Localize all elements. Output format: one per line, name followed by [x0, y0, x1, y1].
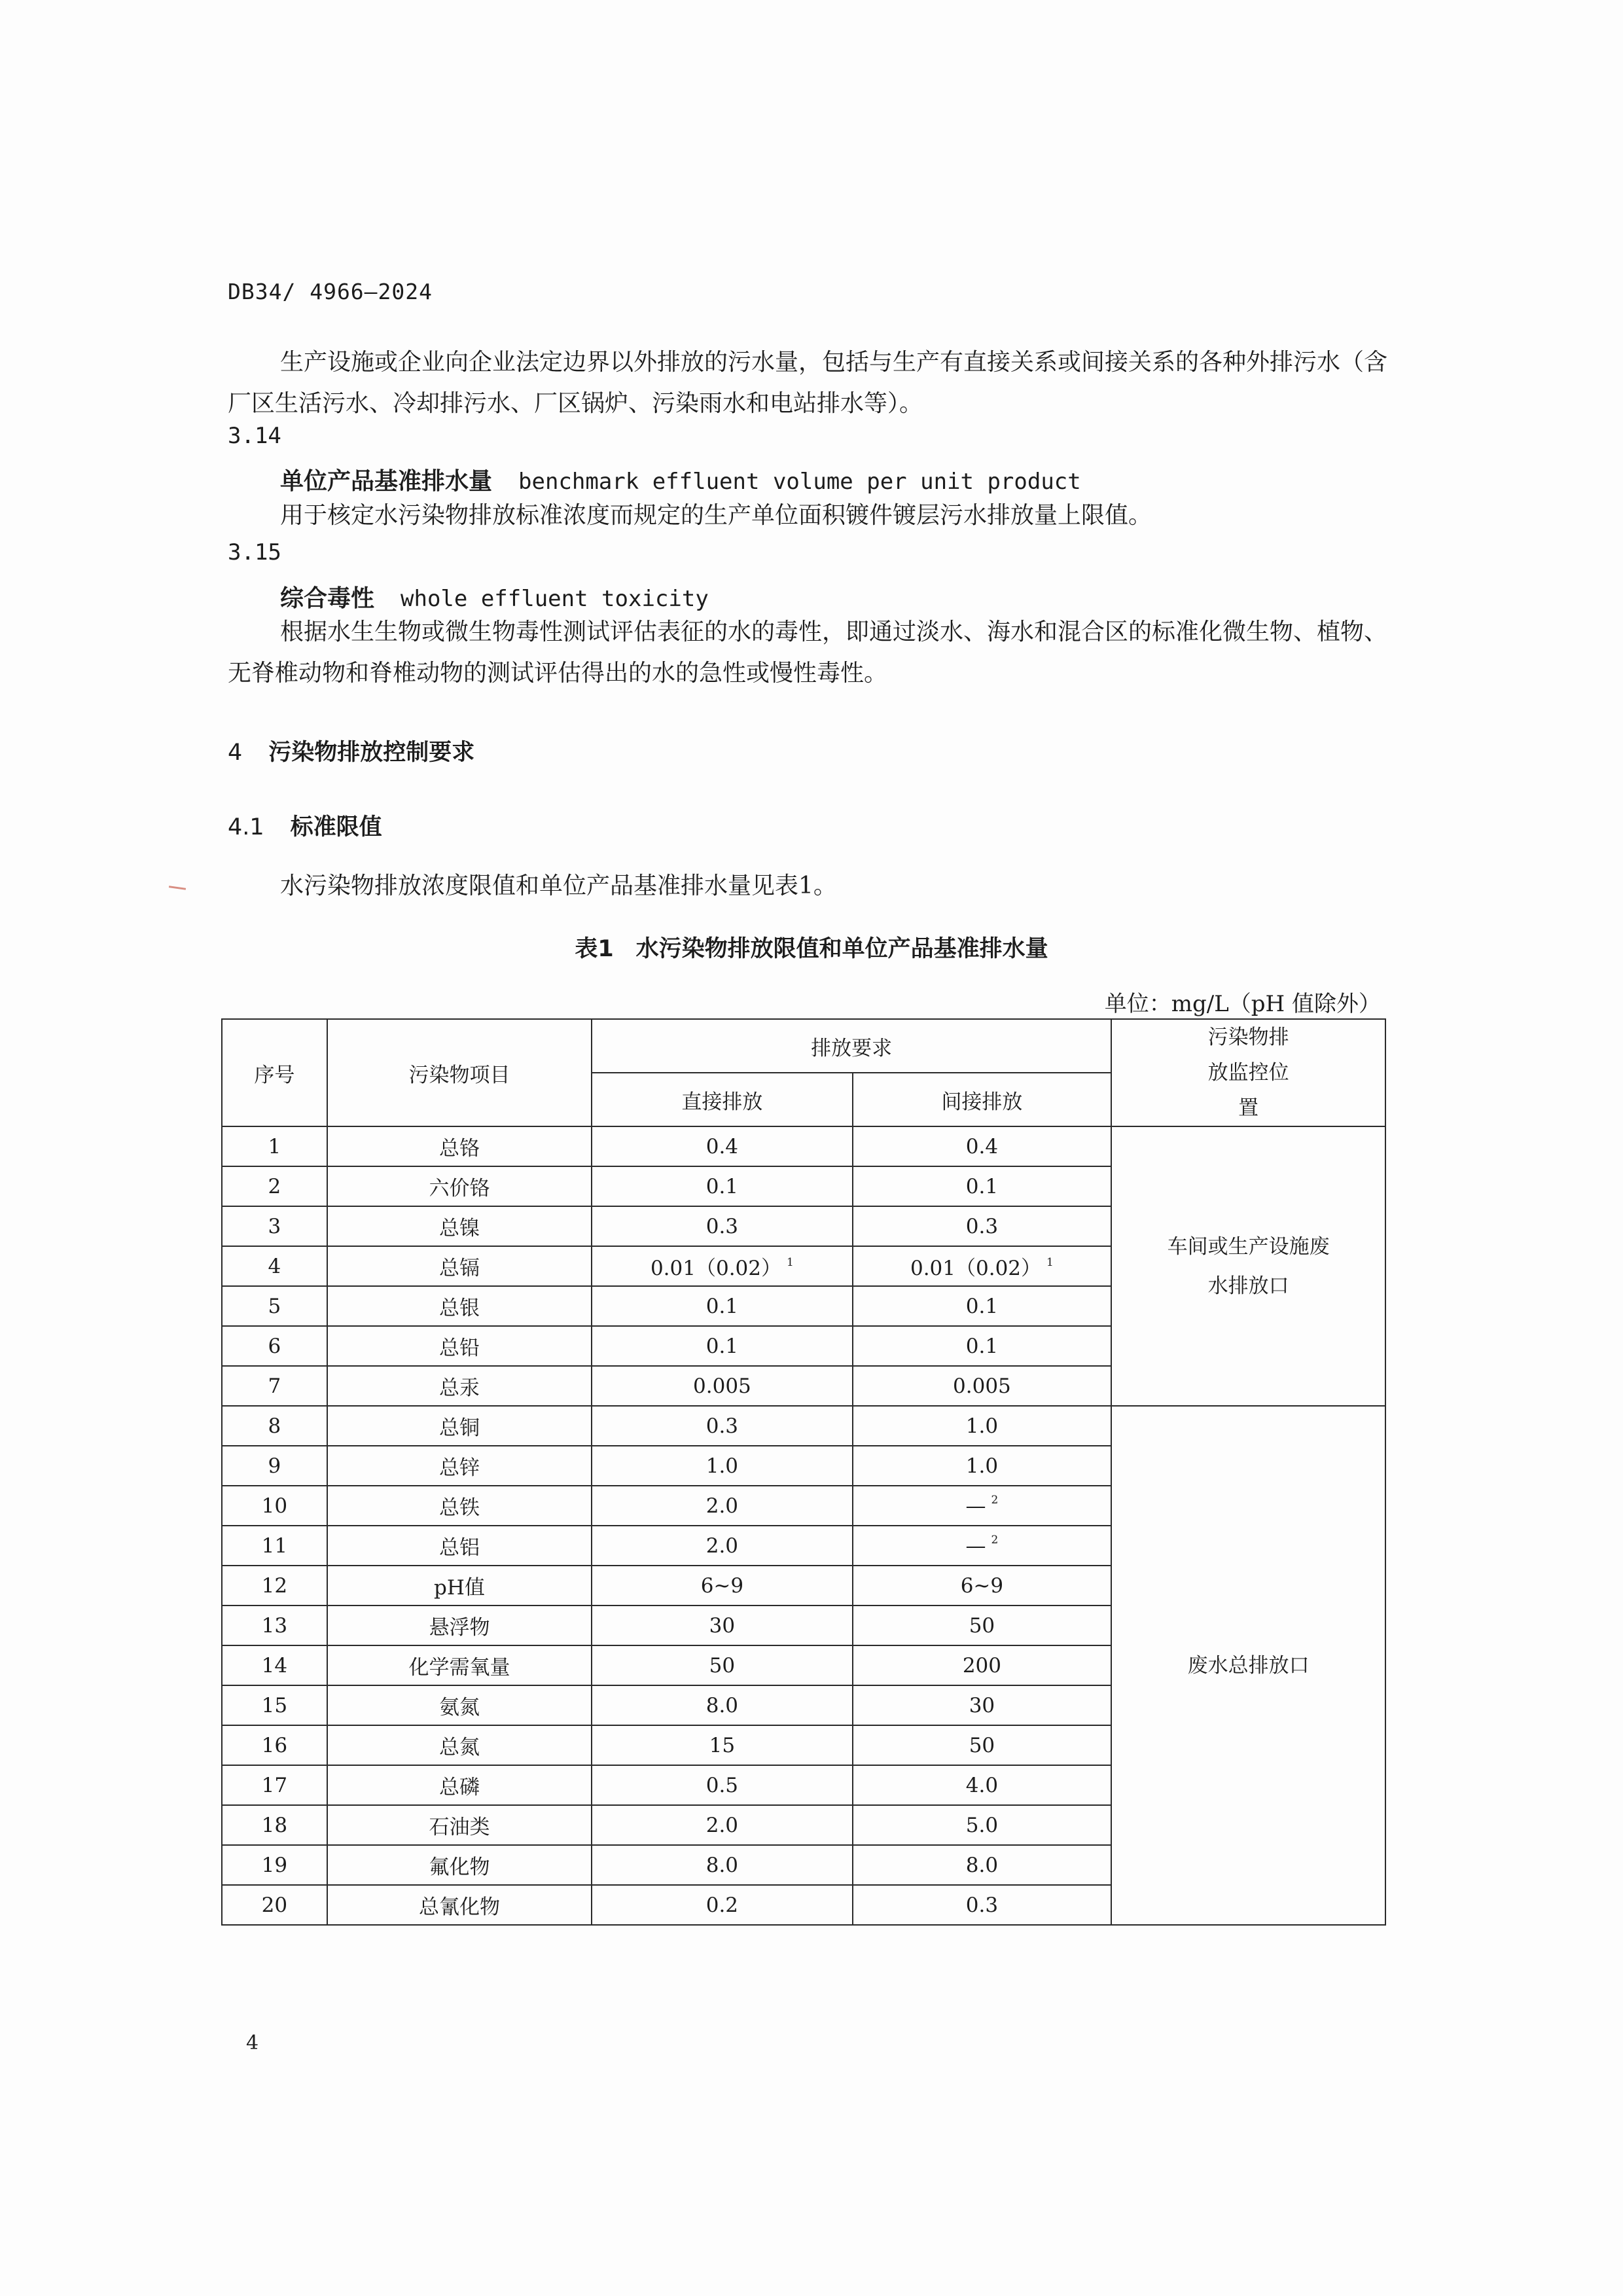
cell-indirect: 50 [853, 1725, 1112, 1765]
cell-direct: 2.0 [592, 1526, 853, 1566]
term-definition: 用于核定水污染物排放标准浓度而规定的生产单位面积镀件镀层污水排放量上限值。 [280, 502, 1152, 529]
cell-item: 总银 [327, 1286, 592, 1326]
cell-indirect: 1.0 [853, 1406, 1112, 1446]
cell-seq: 8 [222, 1406, 327, 1446]
term-zh: 单位产品基准排水量 [280, 468, 493, 495]
cell-seq: 1 [222, 1126, 327, 1166]
cell-indirect: 200 [853, 1645, 1112, 1685]
cell-item: 总镉 [327, 1246, 592, 1286]
cell-seq: 5 [222, 1286, 327, 1326]
term-number: 3.15 [228, 539, 281, 565]
cell-indirect: 0.3 [853, 1206, 1112, 1246]
cell-item: pH值 [327, 1566, 592, 1605]
table-row [222, 1126, 1385, 1166]
cell-direct: 0.3 [592, 1206, 853, 1246]
cell-seq: 18 [222, 1805, 327, 1845]
cell-direct: 0.5 [592, 1765, 853, 1805]
continuation-text: 生产设施或企业向企业法定边界以外排放的污水量，包括与生产有直接关系或间接关系的各种外排污水（含厂区生活污水、冷却排污水、厂区锅炉、污染雨水和电站排水等）。 [228, 349, 1388, 417]
cell-indirect: — $^2$ [853, 1486, 1112, 1526]
term-en: benchmark effluent volume per unit product [518, 469, 1081, 495]
cell-seq: 2 [222, 1166, 327, 1206]
cell-seq: 4 [222, 1246, 327, 1286]
term-zh: 综合毒性 [280, 585, 375, 612]
unit-note: 单位：mg/L（pH 值除外） [1104, 991, 1381, 1017]
standard-code: DB34/ 4966—2024 [228, 279, 433, 304]
term-definition: 根据水生生物或微生物毒性测试评估表征的水的毒性，即通过淡水、海水和混合区的标准化微生物、植物、无脊椎动物和脊椎动物的测试评估得出的水的急性或慢性毒性。 [228, 619, 1388, 687]
cell-indirect: 4.0 [853, 1765, 1112, 1805]
margin-mark [169, 886, 186, 890]
footnote-marker: 1 [1046, 1256, 1054, 1269]
cell-item: 氨氮 [327, 1685, 592, 1725]
term-en: whole effluent toxicity [401, 586, 709, 612]
cell-direct: 0.4 [592, 1126, 853, 1166]
table-number: 表1 [575, 936, 614, 962]
cell-indirect: 0.1 [853, 1166, 1112, 1206]
cell-direct: 0.01（0.02） $^1$ [592, 1246, 853, 1286]
cell-direct: 1.0 [592, 1446, 853, 1486]
header-indirect: 间接排放 [853, 1073, 1112, 1126]
cell-seq: 17 [222, 1765, 327, 1805]
subsection-number: 4.1 [228, 814, 264, 840]
cell-item: 化学需氧量 [327, 1645, 592, 1685]
cell-direct: 0.2 [592, 1885, 853, 1925]
cell-direct: 50 [592, 1645, 853, 1685]
cell-direct: 15 [592, 1725, 853, 1765]
cell-item: 总汞 [327, 1366, 592, 1406]
cell-indirect: 0.3 [853, 1885, 1112, 1925]
cell-direct: 0.005 [592, 1366, 853, 1406]
term-heading [280, 463, 1081, 496]
cell-indirect: 1.0 [853, 1446, 1112, 1486]
cell-indirect: 50 [853, 1605, 1112, 1645]
cell-item: 氟化物 [327, 1845, 592, 1885]
cell-seq: 10 [222, 1486, 327, 1526]
cell-direct: 0.1 [592, 1326, 853, 1366]
cell-seq: 16 [222, 1725, 327, 1765]
cell-item: 总铜 [327, 1406, 592, 1446]
cell-direct: 2.0 [592, 1805, 853, 1845]
cell-item: 总铁 [327, 1486, 592, 1526]
cell-item: 总磷 [327, 1765, 592, 1805]
cell-indirect: 0.4 [853, 1126, 1112, 1166]
cell-direct: 0.1 [592, 1286, 853, 1326]
cell-location: 废水总排放口 [1111, 1406, 1385, 1925]
cell-seq: 7 [222, 1366, 327, 1406]
cell-seq: 11 [222, 1526, 327, 1566]
table-row [222, 1406, 1385, 1446]
cell-direct: 6~9 [592, 1566, 853, 1605]
cell-seq: 14 [222, 1645, 327, 1685]
cell-item: 总镍 [327, 1206, 592, 1246]
header-requirement: 排放要求 [592, 1019, 1111, 1073]
page-number: 4 [246, 2032, 259, 2054]
table-title [0, 931, 1623, 963]
cell-direct: 8.0 [592, 1685, 853, 1725]
cell-indirect: 0.01（0.02） $^1$ [853, 1246, 1112, 1286]
cell-seq: 6 [222, 1326, 327, 1366]
subsection-title: 标准限值 [290, 814, 382, 840]
cell-seq: 19 [222, 1845, 327, 1885]
cell-item: 总铝 [327, 1526, 592, 1566]
section-heading [228, 734, 474, 767]
header-location: 污染物排放监控位置 [1111, 1019, 1385, 1126]
header-item: 污染物项目 [327, 1019, 592, 1126]
footnote-marker: 2 [991, 1494, 999, 1507]
emission-limits-table [221, 1018, 1386, 1926]
cell-item: 悬浮物 [327, 1605, 592, 1645]
cell-location: 车间或生产设施废水排放口 [1111, 1126, 1385, 1406]
cell-indirect: 8.0 [853, 1845, 1112, 1885]
table-title-text: 水污染物排放限值和单位产品基准排水量 [635, 936, 1048, 962]
term-number: 3.14 [228, 423, 281, 449]
cell-indirect: 0.1 [853, 1326, 1112, 1366]
cell-item: 总氰化物 [327, 1885, 592, 1925]
cell-seq: 3 [222, 1206, 327, 1246]
subsection-heading [228, 809, 382, 842]
cell-direct: 8.0 [592, 1845, 853, 1885]
term-heading [280, 580, 709, 613]
header-seq: 序号 [222, 1019, 327, 1126]
cell-item: 总锌 [327, 1446, 592, 1486]
cell-indirect: 6~9 [853, 1566, 1112, 1605]
header-direct: 直接排放 [592, 1073, 853, 1126]
cell-item: 总铅 [327, 1326, 592, 1366]
cell-seq: 9 [222, 1446, 327, 1486]
cell-item: 六价铬 [327, 1166, 592, 1206]
cell-indirect: 0.005 [853, 1366, 1112, 1406]
footnote-marker: 2 [991, 1534, 999, 1547]
section-number: 4 [228, 740, 243, 766]
cell-indirect: — $^2$ [853, 1526, 1112, 1566]
cell-seq: 15 [222, 1685, 327, 1725]
cell-indirect: 5.0 [853, 1805, 1112, 1845]
cell-item: 总氮 [327, 1725, 592, 1765]
cell-indirect: 30 [853, 1685, 1112, 1725]
cell-direct: 0.3 [592, 1406, 853, 1446]
cell-item: 石油类 [327, 1805, 592, 1845]
cell-direct: 30 [592, 1605, 853, 1645]
cell-seq: 20 [222, 1885, 327, 1925]
cell-direct: 0.1 [592, 1166, 853, 1206]
cell-seq: 12 [222, 1566, 327, 1605]
cell-direct: 2.0 [592, 1486, 853, 1526]
table-intro: 水污染物排放浓度限值和单位产品基准排水量见表1。 [280, 872, 837, 899]
footnote-marker: 1 [787, 1256, 794, 1269]
table-header-row [222, 1019, 1385, 1073]
section-title: 污染物排放控制要求 [268, 740, 475, 766]
table-body [222, 1126, 1385, 1925]
cell-seq: 13 [222, 1605, 327, 1645]
cell-indirect: 0.1 [853, 1286, 1112, 1326]
cell-item: 总铬 [327, 1126, 592, 1166]
